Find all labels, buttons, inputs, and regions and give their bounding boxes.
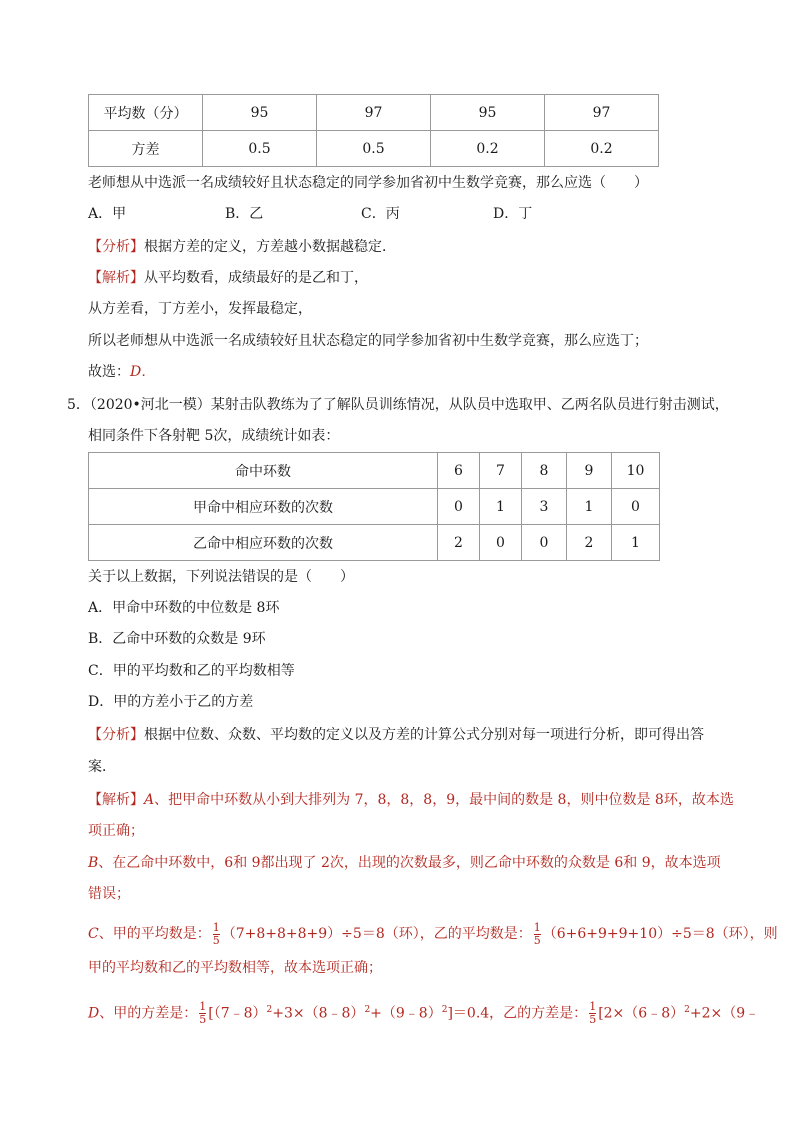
table-row (89, 131, 659, 167)
solution-a-line2: 项正确； (88, 823, 144, 839)
fraction-numerator: 1 (589, 1000, 597, 1014)
q4-solution-line2: 从方差看，丁方差小，发挥最稳定， (88, 301, 312, 317)
table-cell-label: 平均数（分） (89, 95, 203, 131)
superscript: 2 (684, 1005, 690, 1015)
table-row (89, 525, 660, 561)
solution-text: （6+6+9+9+10）÷5＝8（环），则 (542, 926, 778, 942)
solution-text: [2×（6﹣8） (598, 1005, 685, 1022)
solution-text: ]＝0.4，乙的方差是： (447, 1005, 588, 1022)
table-header: 10 (612, 453, 660, 489)
option-d: D．丁 (493, 206, 533, 222)
solution-text: +2×（9﹣ (689, 1005, 760, 1022)
solution-letter: B (88, 855, 99, 871)
solution-letter: D (88, 1005, 100, 1022)
solution-c-line1 (88, 920, 778, 948)
table-cell: 0.5 (317, 131, 431, 167)
fraction-numerator: 1 (212, 920, 220, 934)
table-cell: 2 (438, 525, 480, 561)
table-header: 8 (522, 453, 567, 489)
table-cell: 97 (545, 95, 659, 131)
solution-text: 、甲的平均数是： (98, 926, 211, 942)
solution-c-line2: 甲的平均数和乙的平均数相等，故本选项正确； (88, 960, 382, 976)
q4-question: 老师想从中选派一名成绩较好且状态稳定的同学参加省初中生数学竞赛，那么应选（ ） (88, 175, 648, 191)
analysis-tag: 【分析】 (88, 239, 144, 255)
question-stem: 某射击队教练为了了解队员训练情况，从队员中选取甲、乙两名队员进行射击测试， (210, 397, 729, 413)
table-cell: 97 (317, 95, 431, 131)
solution-text: +3×（8﹣8） (272, 1005, 365, 1022)
table-row (89, 453, 660, 489)
option-a: A．甲 (88, 206, 127, 222)
q5-stem-line2: 相同条件下各射靶 5次，成绩统计如表： (88, 428, 340, 444)
solution-b-line1 (88, 853, 721, 873)
q5-analysis-line1 (88, 725, 704, 745)
analysis-text: 根据方差的定义，方差越小数据越稳定． (144, 239, 396, 255)
solution-a-line1 (88, 790, 734, 810)
table-cell: 1 (480, 489, 522, 525)
table-cell-label: 乙命中相应环数的次数 (89, 525, 438, 561)
solution-tag: 【解析】 (88, 270, 144, 286)
superscript: 2 (266, 1005, 273, 1015)
option-c: C．甲的平均数和乙的平均数相等 (88, 663, 295, 679)
option-a: A．甲命中环数的中位数是 8环 (88, 600, 280, 616)
q5-stem-line1 (67, 395, 729, 415)
fraction-denominator: 5 (533, 933, 541, 947)
table-cell: 1 (567, 489, 612, 525)
solution-text: 从平均数看，成绩最好的是乙和丁， (144, 270, 368, 286)
solution-text: （7+8+8+8+9）÷5＝8（环），乙的平均数是： (221, 926, 532, 942)
solution-text: [（7﹣8） (208, 1005, 267, 1022)
solution-text: 、甲的方差是： (99, 1005, 198, 1022)
solution-letter: C (88, 926, 99, 942)
solution-text: 、把甲命中环数从小到大排列为 7，8，8，8，9，最中间的数是 8，则中位数是 8环，故本选 (154, 792, 734, 808)
table-cell: 0.2 (545, 131, 659, 167)
fraction-numerator: 1 (533, 920, 541, 934)
table-row (89, 95, 659, 131)
q4-answer (88, 362, 155, 382)
score-table (88, 94, 659, 167)
solution-letter: A (144, 792, 155, 808)
answer-value: D． (130, 364, 156, 380)
fraction-denominator: 5 (589, 1013, 597, 1027)
table-cell: 0 (438, 489, 480, 525)
solution-d-line1 (88, 996, 759, 1028)
analysis-tag: 【分析】 (88, 727, 144, 743)
superscript: 2 (441, 1005, 448, 1015)
table-cell-label: 甲命中相应环数的次数 (89, 489, 438, 525)
fraction-denominator: 5 (212, 933, 220, 947)
fraction-one-fifth (199, 1001, 206, 1026)
table-cell: 0 (522, 525, 567, 561)
q5-question: 关于以上数据，下列说法错误的是（ ） (88, 569, 354, 585)
q4-options (88, 204, 532, 224)
analysis-text: 根据中位数、众数、平均数的定义以及方差的计算公式分别对每一项进行分析，即可得出答 (144, 727, 704, 743)
table-cell: 95 (431, 95, 545, 131)
fraction-one-fifth (589, 1001, 596, 1026)
solution-b-line2: 错误； (88, 886, 130, 902)
solution-text: +（9﹣8） (370, 1005, 442, 1022)
table-cell: 0.5 (203, 131, 317, 167)
table-cell: 3 (522, 489, 567, 525)
q5-analysis-line2: 案． (88, 759, 116, 775)
table-cell: 2 (567, 525, 612, 561)
table-cell: 95 (203, 95, 317, 131)
shooting-table (88, 452, 660, 561)
table-cell-label: 方差 (89, 131, 203, 167)
table-header-label: 命中环数 (89, 453, 438, 489)
option-b: B．乙命中环数的众数是 9环 (88, 631, 266, 647)
question-number: 5． (67, 397, 90, 413)
table-header: 9 (567, 453, 612, 489)
q4-solution-line3: 所以老师想从中选派一名成绩较好且状态稳定的同学参加省初中生数学竞赛，那么应选丁； (88, 333, 648, 349)
answer-prefix: 故选： (88, 364, 130, 380)
table-header: 6 (438, 453, 480, 489)
solution-text: 、在乙命中环数中，6和 9都出现了 2次，出现的次数最多，则乙命中环数的众数是 6和 9，故本选项 (98, 855, 721, 871)
table-cell: 0 (480, 525, 522, 561)
table-cell: 0.2 (431, 131, 545, 167)
superscript: 2 (364, 1005, 371, 1015)
fraction-denominator: 5 (199, 1013, 207, 1027)
fraction-one-fifth (534, 922, 541, 947)
option-d: D．甲的方差小于乙的方差 (88, 694, 254, 710)
table-cell: 0 (612, 489, 660, 525)
table-row (89, 489, 660, 525)
option-c: C．丙 (361, 206, 400, 222)
table-header: 7 (480, 453, 522, 489)
solution-tag: 【解析】 (88, 792, 144, 808)
fraction-one-fifth (213, 922, 220, 947)
question-source: （2020•河北一模） (89, 397, 211, 413)
q4-analysis (88, 237, 396, 257)
option-b: B．乙 (225, 206, 264, 222)
table-cell: 1 (612, 525, 660, 561)
fraction-numerator: 1 (199, 1000, 207, 1014)
q4-solution-line1 (88, 268, 368, 288)
